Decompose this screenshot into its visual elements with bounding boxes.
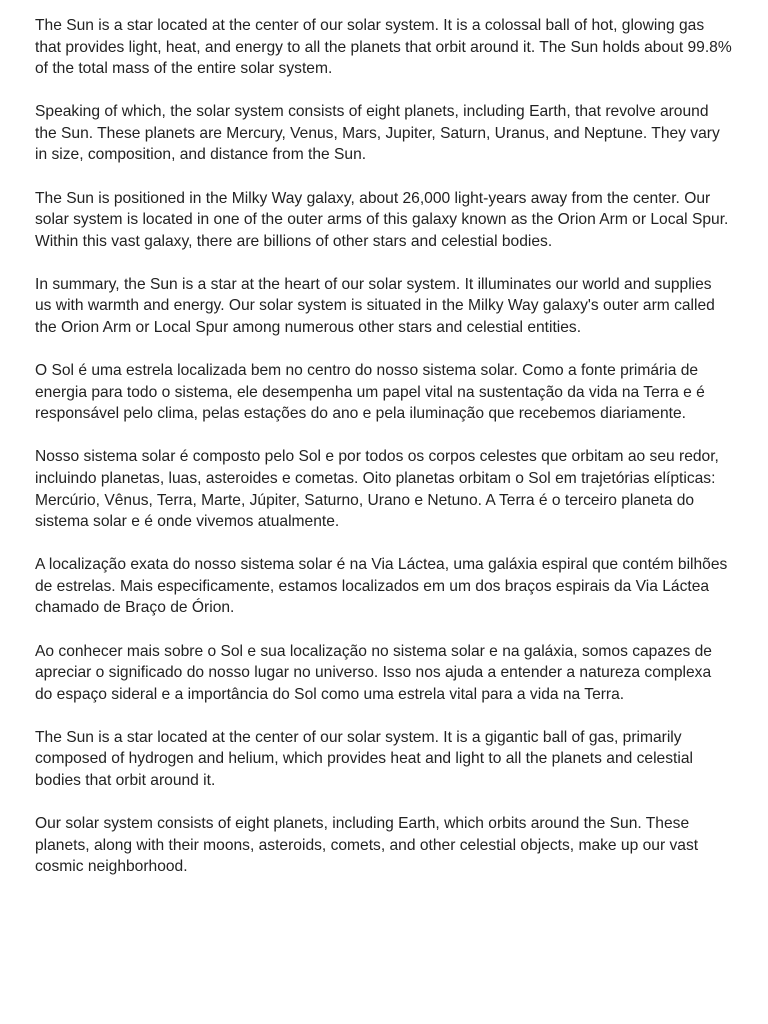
paragraph-milky-way: The Sun is positioned in the Milky Way galaxy, about 26,000 light-years away from the center. Our solar system is located in one of the outer arms of this galaxy known as the Orion Arm or Local Spur. Within this vast galaxy, there are billions of other stars and celestial bodies. [35,189,729,250]
paragraph-sistema-solar: Nosso sistema solar é composto pelo Sol e por todos os corpos celestes que orbitam ao seu redor, incluindo planetas, luas, asteroides e cometas. Oito planetas orbitam o Sol em trajetórias elípticas: Mercúrio, Vênus, Terra, Marte, Júpiter, Saturno, Urano e Netuno. A Terra é o terceiro planeta do sistema solar e é onde vivemos atualmente. [35,448,719,531]
paragraph-sun-gas: The Sun is a star located at the center of our solar system. It is a gigantic ball of gas, primarily composed of hydrogen and helium, which provides heat and light to all the planets and celestial bodies that orbit around it. [35,728,693,790]
paragraph-sol-intro: O Sol é uma estrela localizada bem no centro do nosso sistema solar. Como a fonte primária de energia para todo o sistema, ele desempenha um papel vital na sustentação da vida na Terra e é responsável pelo clima, pelas estações do ano e pela iluminação que recebemos diariamente. [35,362,705,423]
paragraph-planets: Speaking of which, the solar system consists of eight planets, including Earth, that revolve around the Sun. These planets are Mercury, Venus, Mars, Jupiter, Saturn, Uranus, and Neptune. They vary in size, composition, and distance from the Sun. [35,103,720,164]
paragraph-via-lactea: A localização exata do nosso sistema solar é na Via Láctea, uma galáxia espiral que contém bilhões de estrelas. Mais especificamente, estamos localizados em um dos braços espirais da Via Láctea chamado de Braço de Órion. [35,556,728,617]
paragraph-summary: In summary, the Sun is a star at the heart of our solar system. It illuminates our world and supplies us with warmth and energy. Our solar system is situated in the Milky Way galaxy's outer arm called the Orion Arm or Local Spur among numerous other stars and celestial entities. [35,275,715,337]
paragraph-conclusao: Ao conhecer mais sobre o Sol e sua localização no sistema solar e na galáxia, somos capazes de apreciar o significado do nosso lugar no universo. Isso nos ajuda a entender a natureza complexa do espaço sideral e a importância do Sol como uma estrela vital para a vida na Terra. [35,642,712,703]
paragraph-sun-intro: The Sun is a star located at the center of our solar system. It is a colossal ball of hot, glowing gas that provides light, heat, and energy to all the planets that orbit around it. The Sun holds about 99.8% of the total mass of the entire solar system. [35,17,732,78]
paragraph-cosmic-neighborhood: Our solar system consists of eight planets, including Earth, which orbits around the Sun. These planets, along with their moons, asteroids, comets, and other celestial objects, make up our vast cosmic neighborhood. [35,815,699,876]
